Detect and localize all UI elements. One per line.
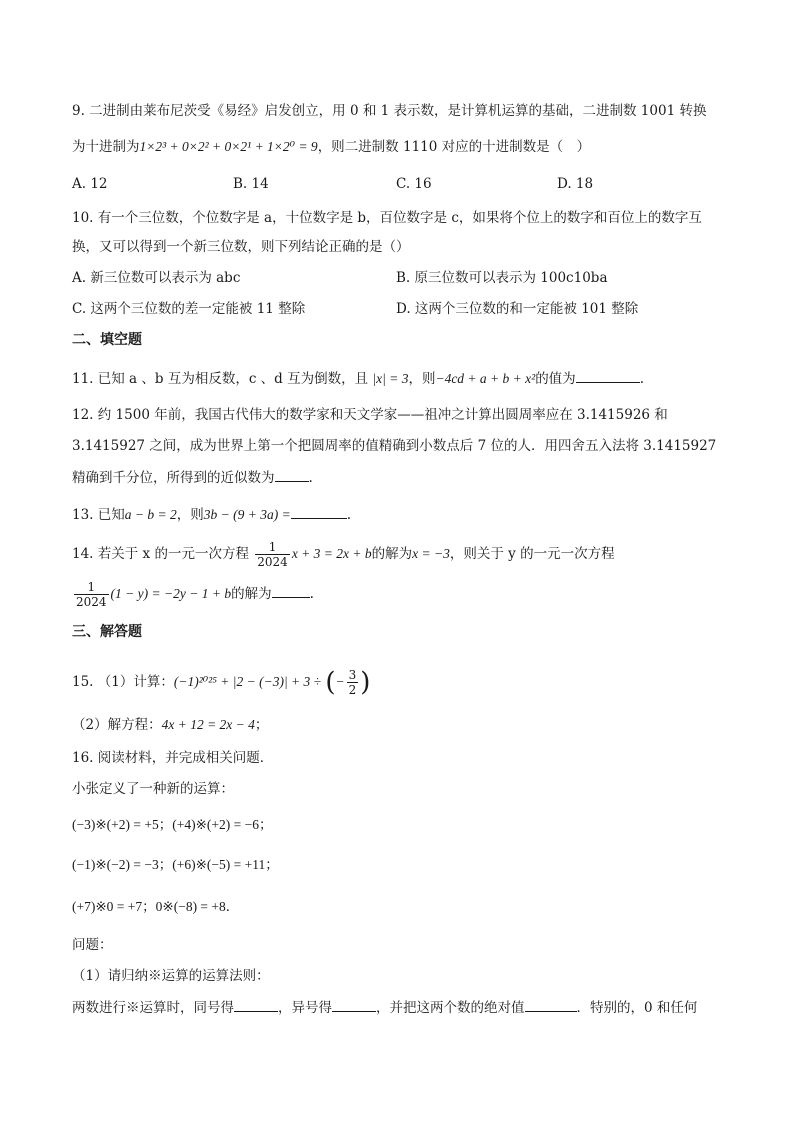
q11-mid: ，则 [408, 371, 436, 387]
q11-abs-x: |x| = 3 [372, 371, 409, 386]
q11-answer-blank[interactable] [576, 368, 640, 383]
q10-line1: 10. 有一个三位数，个位数字是 a，十位数字是 b，百位数字是 c，如果将个位上的数字和百位上的数字互 [72, 210, 702, 226]
q15-part2-pre: （2）解方程： [72, 717, 162, 733]
q9-line1: 9. 二进制由莱布尼茨受《易经》启发创立，用 0 和 1 表示数，是计算机运算的基础，二进制数 1001 转换 [72, 103, 707, 119]
q14-fraction-2 [74, 580, 109, 609]
q16-blank-abs[interactable] [525, 997, 577, 1012]
q15-part2-end: ； [254, 717, 269, 733]
q16-rule-a: 两数进行※运算时，同号得 [72, 1000, 234, 1016]
q14-pre: 14. 若关于 x 的一元一次方程 [72, 546, 249, 562]
q10-option-c: C. 这两个三位数的差一定能被 11 整除 [72, 301, 306, 317]
section-solve: 三、解答题 [72, 624, 142, 640]
q14-frac2-den: 2024 [76, 595, 107, 609]
q12-line1: 12. 约 1500 年前，我国古代伟大的数学家和天文学家——祖冲之计算出圆周率应在 3.1415926 和 [72, 407, 668, 423]
q15-part2 [72, 715, 268, 735]
q16-question-label: 问题： [72, 937, 113, 953]
q16-blank-same-sign[interactable] [234, 997, 278, 1012]
q13-pre: 13. 已知 [72, 507, 125, 523]
q16-rule-c: ，并把这两个数的绝对值 [376, 1000, 525, 1016]
q9-formula: 1×2³ + 0×2² + 0×2¹ + 1×2⁰ = 9 [139, 139, 318, 154]
q15-part1: 15. （1）计算：(−1)²⁰²⁵ + |2 − (−3)| + 3 ÷ (− $\frac{3}{2}$ ) [72, 667, 371, 698]
q16-example-3: (+7)※0 = +7；0※(−8) = +8． [72, 899, 240, 914]
q14-post: ，则关于 y 的一元一次方程 [449, 546, 615, 562]
q11-expression: −4cd + a + b + x² [435, 371, 536, 386]
q16-line1: 16. 阅读材料，并完成相关问题． [72, 750, 274, 766]
q13-expression: 3b − (9 + 3a) = [203, 507, 291, 522]
q14-equation-2: (1 − y) = −2y − 1 + b [110, 586, 232, 601]
q12-end: . [308, 470, 313, 486]
q10-option-b: B. 原三位数可以表示为 100c10ba [396, 270, 608, 286]
q14-end: . [309, 586, 314, 602]
q16-example-2: (−1)※(−2) = −3；(+6)※(−5) = +11； [72, 857, 279, 872]
q9-option-b: B. 14 [233, 176, 269, 192]
q15-fraction [347, 668, 359, 697]
q12-answer-blank[interactable] [275, 467, 309, 482]
q11-end: . [639, 371, 644, 387]
q10-option-a: A. 新三位数可以表示为 abc [72, 270, 241, 286]
q11-pre: 11. 已知 a 、b 互为相反数，c 、d 互为倒数，且 [72, 371, 369, 387]
q14-frac-num: 1 [255, 540, 290, 555]
q16-sub1: （1）请归纳※运算的运算法则： [72, 968, 270, 984]
q14-solution: x = −3 [412, 546, 450, 561]
q15-frac-den: 2 [348, 683, 357, 697]
q13-answer-blank[interactable] [291, 504, 347, 519]
q16-rule-d: ．特别的，0 和任何 [576, 1000, 698, 1016]
q15-part2-equation: 4x + 12 = 2x − 4 [161, 717, 255, 732]
q13-given: a − b = 2 [124, 507, 177, 522]
q14-line1 [72, 540, 615, 569]
q9-option-d: D. 18 [557, 176, 594, 192]
q9-line2-pre: 为十进制为 [72, 139, 140, 155]
q12-line2: 3.1415927 之间，成为世界上第一个把圆周率的值精确到小数点后 7 位的人．用四舍五入法将 3.1415927 [72, 438, 717, 454]
q13-line [72, 504, 351, 525]
q15-frac-num: 3 [348, 668, 357, 682]
q14-frac2-num: 1 [74, 580, 109, 595]
q15-part1-pre: 15. （1）计算： [72, 674, 174, 690]
q12-line3 [72, 467, 313, 488]
q14-line2-post: 的解为 [231, 586, 272, 602]
q16-blank-diff-sign[interactable] [332, 997, 376, 1012]
q13-mid: ，则 [176, 507, 204, 523]
q16-line2: 小张定义了一种新的运算： [72, 781, 234, 797]
q10-line2: 换，又可以得到一个新三位数，则下列结论正确的是（） [72, 239, 410, 255]
q11-post: 的值为 [535, 371, 576, 387]
q14-line2 [72, 580, 314, 609]
section-fill-in: 二、填空题 [72, 332, 142, 348]
q15-part1-expression: (−1)²⁰²⁵ + |2 − (−3)| + 3 ÷ [173, 674, 322, 689]
q13-end: . [346, 507, 351, 523]
q16-rule-line [72, 997, 697, 1018]
q16-rule-b: ，异号得 [278, 1000, 332, 1016]
q12-line3-pre: 精确到千分位，所得到的近似数为 [72, 470, 275, 486]
q14-mid: 的解为 [371, 546, 413, 562]
q10-option-d: D. 这两个三位数的和一定能被 101 整除 [396, 301, 639, 317]
q9-option-c: C. 16 [396, 176, 432, 192]
q11-line [72, 368, 644, 389]
q15-paren-close: ) [360, 667, 371, 698]
q14-fraction [255, 540, 290, 569]
q14-equation: x + 3 = 2x + b [291, 546, 372, 561]
q14-frac-den: 2024 [257, 555, 288, 569]
q15-paren-open: ( [325, 667, 336, 698]
q9-line2 [72, 137, 590, 157]
q9-option-a: A. 12 [72, 176, 108, 192]
q9-line2-post: ，则二进制数 1110 对应的十进制数是（ ） [317, 139, 591, 155]
q16-example-1: (−3)※(+2) = +5；(+4)※(+2) = −6； [72, 817, 273, 832]
q14-answer-blank[interactable] [272, 583, 310, 598]
